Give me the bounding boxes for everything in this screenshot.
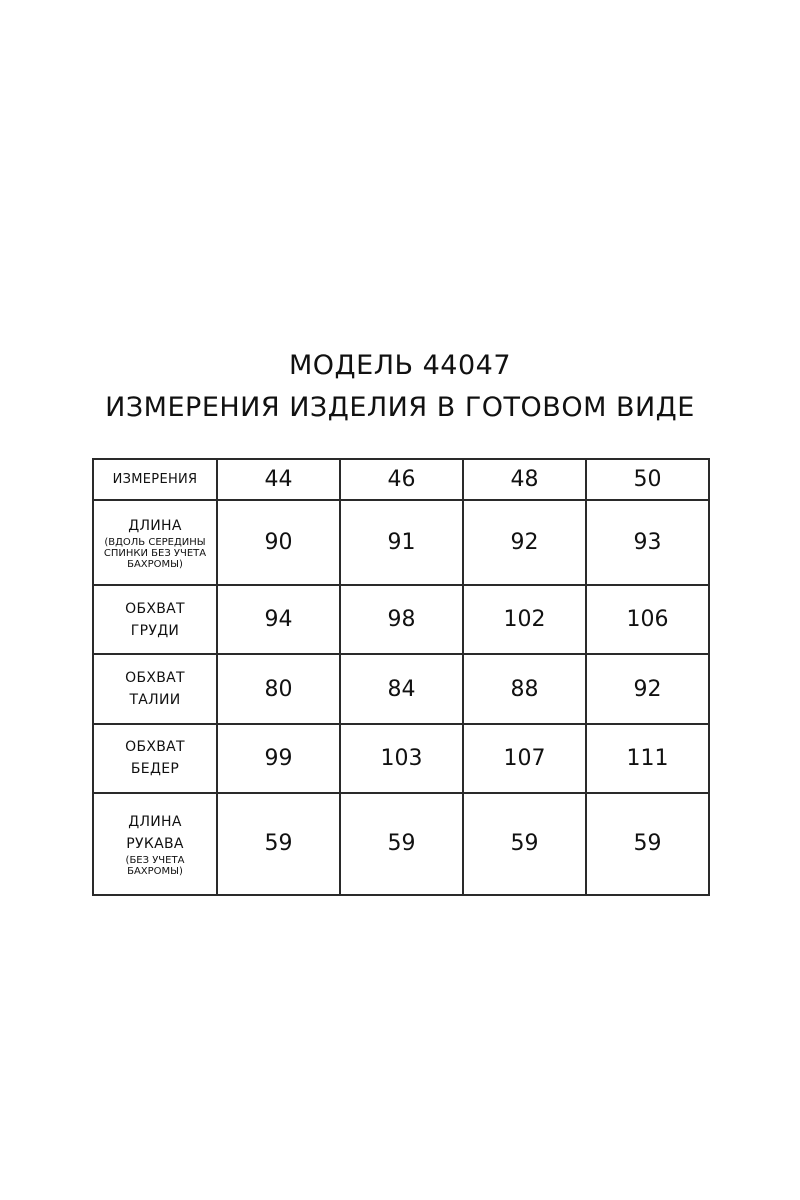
header-label-cell: ИЗМЕРЕНИЯ	[93, 459, 217, 500]
row-label-line: ОБХВАТ	[125, 600, 185, 617]
value-cell: 84	[340, 654, 463, 723]
value-cell: 92	[586, 654, 709, 723]
value-cell: 102	[463, 585, 586, 654]
table-row	[93, 793, 709, 895]
size-header-cell: 46	[340, 459, 463, 500]
value-cell: 91	[340, 500, 463, 586]
row-label-line: РУКАВА	[126, 835, 184, 852]
table-row	[93, 585, 709, 654]
value-cell: 103	[340, 724, 463, 793]
model-title: МОДЕЛЬ 44047	[289, 350, 511, 381]
value-cell: 94	[217, 585, 340, 654]
value-cell: 107	[463, 724, 586, 793]
row-label-cell	[93, 793, 217, 895]
value-cell: 99	[217, 724, 340, 793]
row-note-line: (ВДОЛЬ СЕРЕДИНЫ	[104, 536, 206, 548]
value-cell: 111	[586, 724, 709, 793]
row-note-line: БАХРОМЫ)	[127, 558, 183, 570]
row-label-cell	[93, 500, 217, 586]
row-label-line: ОБХВАТ	[125, 739, 185, 756]
value-cell: 59	[340, 793, 463, 895]
row-label-cell	[93, 654, 217, 723]
measurements-table	[92, 458, 710, 896]
value-cell: 92	[463, 500, 586, 586]
row-note-line: БАХРОМЫ)	[127, 865, 183, 877]
row-label-line: ГРУДИ	[130, 622, 180, 639]
table-header-row	[93, 459, 709, 500]
table-row	[93, 724, 709, 793]
table-row	[93, 654, 709, 723]
row-label-line: ДЛИНА	[128, 813, 182, 830]
value-cell: 98	[340, 585, 463, 654]
row-label-cell	[93, 585, 217, 654]
value-cell: 106	[586, 585, 709, 654]
value-cell: 90	[217, 500, 340, 586]
value-cell: 80	[217, 654, 340, 723]
page-subtitle: ИЗМЕРЕНИЯ ИЗДЕЛИЯ В ГОТОВОМ ВИДЕ	[105, 392, 695, 423]
row-note-line: (БЕЗ УЧЕТА	[125, 854, 185, 866]
value-cell: 59	[586, 793, 709, 895]
value-cell: 59	[217, 793, 340, 895]
table-row	[93, 500, 709, 586]
size-header-cell: 50	[586, 459, 709, 500]
value-cell: 59	[463, 793, 586, 895]
row-label-cell	[93, 724, 217, 793]
row-label-line: БЕДЕР	[130, 761, 180, 778]
row-label-line: ОБХВАТ	[125, 670, 185, 686]
row-label-line: ТАЛИИ	[129, 692, 181, 708]
row-note-line: СПИНКИ БЕЗ УЧЕТА	[103, 547, 207, 559]
size-header-cell: 44	[217, 459, 340, 500]
value-cell: 88	[463, 654, 586, 723]
value-cell: 93	[586, 500, 709, 586]
measurements-table-body	[93, 459, 709, 895]
row-label-line: ДЛИНА	[128, 517, 182, 534]
size-header-cell: 48	[463, 459, 586, 500]
